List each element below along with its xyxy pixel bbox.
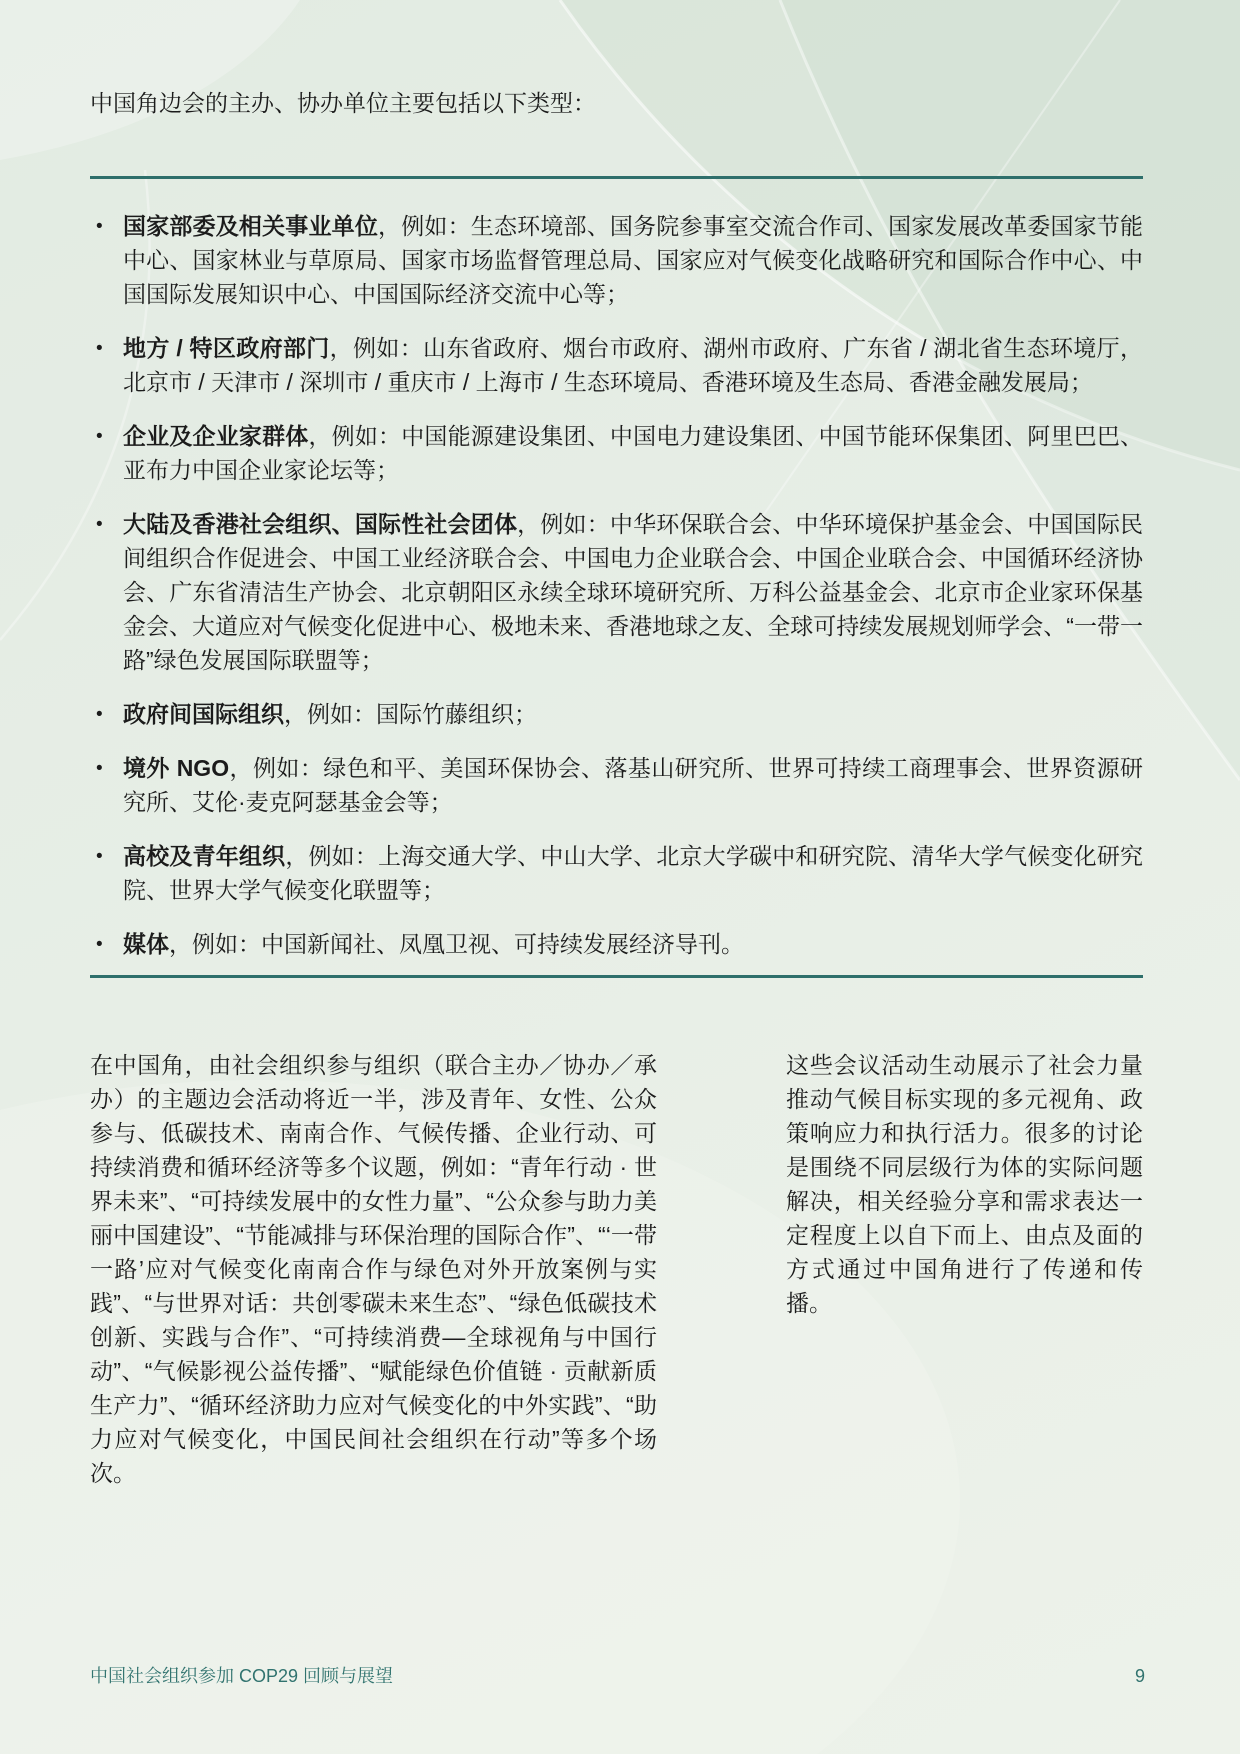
item-text: ，例如：中国能源建设集团、中国电力建设集团、中国节能环保集团、阿里巴巴、亚布力中国企业家论坛等； (123, 423, 1144, 483)
item-bold-lead: 政府间国际组织 (123, 701, 284, 727)
item-text: ，例如：中华环保联合会、中华环境保护基金会、中国国际民间组织合作促进会、中国工业经济联合会、中国电力企业联合会、中国企业联合会、中国循环经济协会、广东省清洁生产协会、北京朝阳区永续全球环境研究所、万科公益基金会、北京市企业家环保基金会、大道应对气候变化促进中心、极地未来、香港地球之友、全球可持续发展规划师学会、“一带一路”绿色发展国际联盟等； (123, 511, 1144, 673)
top-divider (90, 176, 1143, 179)
page-content (90, 0, 1143, 1490)
item-bold-lead: 大陆及香港社会组织、国际性社会团体 (123, 511, 518, 537)
item-text: ，例如：山东省政府、烟台市政府、湖州市政府、广东省 / 湖北省生态环境厅，北京市 / 天津市 / 深圳市 / 重庆市 / 上海市 / 生态环境局、香港环境及生态局、香港金融发展局； (123, 335, 1144, 395)
item-bold-lead: 媒体 (123, 931, 169, 957)
list-item (90, 751, 1143, 819)
right-column-paragraph: 这些会议活动生动展示了社会力量推动气候目标实现的多元视角、政策响应力和执行活力。很多的讨论是围绕不同层级行为体的实际问题解决，相关经验分享和需求表达一定程度上以自下而上、由点及面的方式通过中国角进行了传递和传播。 (786, 1052, 1143, 1316)
item-bold-lead: 企业及企业家群体 (123, 423, 309, 449)
left-column-paragraph: 在中国角，由社会组织参与组织（联合主办／协办／承办）的主题边会活动将近一半，涉及青年、女性、公众参与、低碳技术、南南合作、气候传播、企业行动、可持续消费和循环经济等多个议题，例如：“青年行动 · 世界未来”、“可持续发展中的女性力量”、“公众参与助力美丽中国建设”、“节能减排与环保治理的国际合作”、“‘一带一路’应对气候变化南南合作与绿色对外开放案例与实践”、“与世界对话：共创零碳未来生态”、“绿色低碳技术创新、实践与合作”、“可持续消费—全球视角与中国行动”、“气候影视公益传播”、“赋能绿色价值链 · 贡献新质生产力”、“循环经济助力应对气候变化的中外实践”、“助力应对气候变化，中国民间社会组织在行动”等多个场次。 (90, 1052, 657, 1486)
list-item (90, 839, 1143, 907)
list-item (90, 507, 1143, 677)
footer-page-number: 9 (1134, 1666, 1145, 1686)
footer-title: 中国社会组织参加 COP29 回顾与展望 (90, 1666, 394, 1686)
list-item (90, 927, 1143, 961)
item-bold-lead: 境外 NGO (123, 755, 230, 781)
item-text: ，例如：生态环境部、国务院参事室交流合作司、国家发展改革委国家节能中心、国家林业与草原局、国家市场监督管理总局、国家应对气候变化战略研究和国际合作中心、中国国际发展知识中心、中国国际经济交流中心等； (123, 213, 1144, 307)
item-text: ，例如：国际竹藤组织； (284, 701, 537, 727)
item-bold-lead: 地方 / 特区政府部门 (123, 335, 330, 361)
item-bold-lead: 高校及青年组织 (123, 843, 286, 869)
two-column-section (90, 1048, 1143, 1490)
item-text: ，例如：中国新闻社、凤凰卫视、可持续发展经济导刊。 (169, 931, 744, 957)
list-item (90, 697, 1143, 731)
item-text: ，例如：上海交通大学、中山大学、北京大学碳中和研究院、清华大学气候变化研究院、世界大学气候变化联盟等； (123, 843, 1144, 903)
item-bold-lead: 国家部委及相关事业单位 (123, 213, 379, 239)
bottom-divider (90, 975, 1143, 978)
list-item (90, 419, 1143, 487)
organizer-type-list (90, 209, 1143, 961)
list-item (90, 209, 1143, 311)
list-item (90, 331, 1143, 399)
item-text: ，例如：绿色和平、美国环保协会、落基山研究所、世界可持续工商理事会、世界资源研究所、艾伦·麦克阿瑟基金会等； (123, 755, 1144, 815)
page-footer (90, 1662, 1145, 1688)
intro-paragraph: 中国角边会的主办、协办单位主要包括以下类型： (90, 90, 596, 116)
